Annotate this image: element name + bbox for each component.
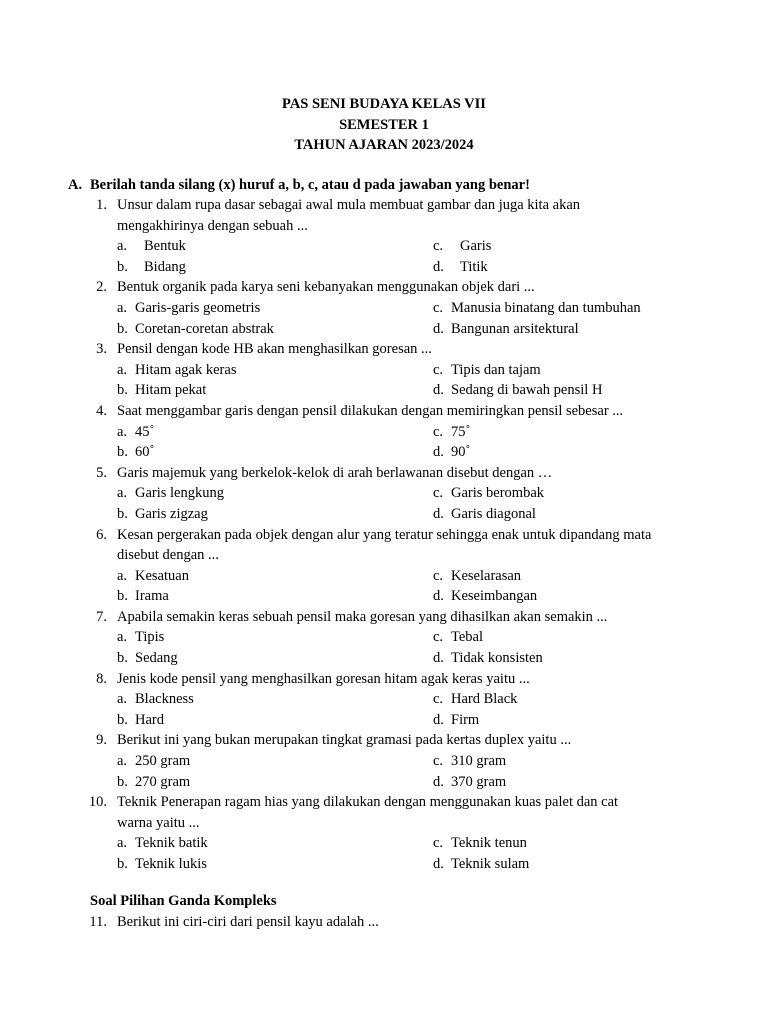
answer-option xyxy=(433,627,483,648)
section-instruction-text: Berilah tanda silang (x) huruf a, b, c, atau d pada jawaban yang benar! xyxy=(90,177,530,193)
option-text: Bentuk xyxy=(144,238,186,255)
option-text: Irama xyxy=(135,588,169,605)
question-text: mengakhirinya dengan sebuah ... xyxy=(117,217,308,234)
question-text: Garis majemuk yang berkelok-kelok di arah berlawanan disebut dengan … xyxy=(117,464,553,481)
answer-option xyxy=(117,833,208,854)
question-number: 4. xyxy=(96,402,107,419)
option-letter: c. xyxy=(433,629,444,646)
option-text: Garis berombak xyxy=(451,485,545,502)
question-text: Unsur dalam rupa dasar sebagai awal mula membuat gambar dan juga kita akan xyxy=(117,197,581,213)
option-letter: a. xyxy=(117,691,128,708)
option-text: Titik xyxy=(460,258,488,275)
answer-option xyxy=(433,360,541,381)
option-text: Garis diagonal xyxy=(451,505,536,522)
question-number: 1. xyxy=(96,197,107,213)
answer-option xyxy=(117,298,260,319)
option-letter: c. xyxy=(433,361,444,378)
option-text: Bangunan arsitektural xyxy=(451,320,579,337)
option-text: Hard Black xyxy=(451,691,518,708)
option-text: 45˚ xyxy=(135,423,155,440)
answer-option xyxy=(433,298,641,319)
answer-option xyxy=(433,689,517,710)
answer-option xyxy=(433,586,537,607)
option-text: Bidang xyxy=(144,258,186,275)
answer-option xyxy=(117,627,164,648)
answer-option xyxy=(117,504,208,525)
option-letter: c. xyxy=(433,691,444,708)
option-letter: d. xyxy=(433,258,444,275)
option-letter: b. xyxy=(117,505,128,522)
question-text: Bentuk organik pada karya seni kebanyakan menggunakan objek dari ... xyxy=(117,279,535,296)
question-number: 11. xyxy=(89,914,107,930)
answer-option xyxy=(117,257,186,278)
option-letter: b. xyxy=(117,856,128,872)
answer-option xyxy=(117,319,274,340)
answer-option xyxy=(117,236,186,257)
question-number: 10. xyxy=(88,794,107,811)
header-semester: SEMESTER 1 xyxy=(339,116,429,133)
answer-option xyxy=(117,566,189,587)
option-text: Garis lengkung xyxy=(135,485,224,502)
question-item xyxy=(0,792,768,874)
option-letter: a. xyxy=(117,629,128,646)
option-text: 250 gram xyxy=(135,753,191,770)
option-letter: c. xyxy=(433,485,444,502)
option-letter: d. xyxy=(433,856,444,872)
option-text: Keseimbangan xyxy=(451,588,538,605)
answer-option xyxy=(433,751,506,772)
option-letter: d. xyxy=(433,382,444,399)
question-text: Berikut ini ciri-ciri dari pensil kayu adalah ... xyxy=(117,914,379,930)
option-letter: c. xyxy=(433,238,444,255)
option-letter: a. xyxy=(117,299,128,316)
option-text: 270 gram xyxy=(135,773,191,790)
header-academic-year: TAHUN AJARAN 2023/2024 xyxy=(294,137,474,153)
option-letter: c. xyxy=(433,423,444,440)
option-letter: d. xyxy=(433,320,444,337)
question-11 xyxy=(0,912,768,933)
question-item xyxy=(0,730,768,792)
question-item xyxy=(0,463,768,525)
answer-option xyxy=(117,586,169,607)
answer-option xyxy=(433,710,479,731)
question-text: Pensil dengan kode HB akan menghasilkan goresan ... xyxy=(117,341,432,358)
question-text: disebut dengan ... xyxy=(117,547,219,564)
answer-option xyxy=(433,854,529,875)
option-letter: a. xyxy=(117,835,128,852)
question-text: Saat menggambar garis dengan pensil dilakukan dengan memiringkan pensil sebesar ... xyxy=(117,402,624,419)
option-letter: b. xyxy=(117,444,128,461)
option-letter: b. xyxy=(117,588,128,605)
answer-option xyxy=(433,422,470,443)
option-text: Teknik batik xyxy=(135,835,208,852)
option-text: Kesatuan xyxy=(135,567,189,584)
option-letter: d. xyxy=(433,711,444,728)
option-letter: a. xyxy=(117,753,128,770)
question-number: 7. xyxy=(96,608,107,625)
option-text: 60˚ xyxy=(135,444,155,461)
option-letter: a. xyxy=(117,567,128,584)
question-item xyxy=(0,339,768,401)
option-text: Hitam pekat xyxy=(135,382,207,399)
question-text: Teknik Penerapan ragam hias yang dilakukan dengan menggunakan kuas palet dan cat xyxy=(117,794,619,811)
option-letter: c. xyxy=(433,299,444,316)
section-complex-title: Soal Pilihan Ganda Kompleks xyxy=(90,893,277,909)
option-letter: d. xyxy=(433,505,444,522)
option-text: 310 gram xyxy=(451,753,507,770)
option-text: Garis-garis geometris xyxy=(135,299,261,316)
answer-option xyxy=(433,236,491,257)
option-letter: b. xyxy=(117,258,128,275)
option-text: Hitam agak keras xyxy=(135,361,237,378)
option-letter: b. xyxy=(117,650,128,667)
answer-option xyxy=(433,380,602,401)
answer-option xyxy=(433,319,579,340)
answer-option xyxy=(117,483,224,504)
question-list xyxy=(0,195,768,875)
answer-option xyxy=(117,360,236,381)
option-letter: c. xyxy=(433,835,444,852)
option-text: Tebal xyxy=(451,629,483,646)
question-text: warna yaitu ... xyxy=(117,814,200,831)
answer-option xyxy=(433,483,544,504)
question-item xyxy=(0,669,768,731)
question-number: 6. xyxy=(96,526,107,543)
answer-option xyxy=(433,257,488,278)
option-letter: a. xyxy=(117,485,128,502)
question-text: Kesan pergerakan pada objek dengan alur yang teratur sehingga enak untuk dipandang mata xyxy=(117,526,652,543)
option-letter: b. xyxy=(117,320,128,337)
option-text: 75˚ xyxy=(451,423,471,440)
option-text: Blackness xyxy=(135,691,194,708)
answer-option xyxy=(117,710,164,731)
question-item xyxy=(0,277,768,339)
option-text: Tipis xyxy=(135,629,165,646)
answer-option xyxy=(117,380,206,401)
option-text: Sedang xyxy=(135,650,178,667)
question-number: 5. xyxy=(96,464,107,481)
section-letter: A. xyxy=(68,177,83,193)
answer-option xyxy=(117,772,190,793)
answer-option xyxy=(433,566,521,587)
option-text: Keselarasan xyxy=(451,567,522,584)
option-text: Garis zigzag xyxy=(135,505,208,522)
option-letter: a. xyxy=(117,361,128,378)
option-letter: d. xyxy=(433,444,444,461)
header-title: PAS SENI BUDAYA KELAS VII xyxy=(282,96,486,112)
question-number: 9. xyxy=(96,732,107,749)
answer-option xyxy=(117,854,207,875)
option-text: Manusia binatang dan tumbuhan xyxy=(451,299,641,316)
answer-option xyxy=(117,648,178,669)
question-item xyxy=(0,401,768,463)
option-letter: d. xyxy=(433,773,444,790)
option-letter: a. xyxy=(117,238,128,255)
option-text: Garis xyxy=(460,238,492,255)
option-text: Hard xyxy=(135,711,164,728)
question-text: Berikut ini yang bukan merupakan tingkat gramasi pada kertas duplex yaitu ... xyxy=(117,732,572,749)
option-letter: b. xyxy=(117,773,128,790)
option-letter: d. xyxy=(433,650,444,667)
option-letter: c. xyxy=(433,567,444,584)
question-item xyxy=(0,195,768,277)
question-item xyxy=(0,525,768,607)
option-text: Teknik tenun xyxy=(451,835,527,852)
option-letter: c. xyxy=(433,753,444,770)
question-number: 8. xyxy=(96,670,107,687)
option-text: Tidak konsisten xyxy=(451,650,543,667)
question-item xyxy=(0,607,768,669)
option-text: 370 gram xyxy=(451,773,507,790)
option-letter: b. xyxy=(117,711,128,728)
answer-option xyxy=(117,422,154,443)
option-letter: b. xyxy=(117,382,128,399)
option-text: Sedang di bawah pensil H xyxy=(451,382,603,399)
answer-option xyxy=(117,689,194,710)
section-a-instruction xyxy=(68,175,530,195)
question-number: 2. xyxy=(96,279,107,296)
option-text: Firm xyxy=(451,711,480,728)
document-header xyxy=(0,94,768,156)
answer-option xyxy=(433,442,470,463)
answer-option xyxy=(433,504,536,525)
answer-option xyxy=(117,751,190,772)
question-text: Apabila semakin keras sebuah pensil maka goresan yang dihasilkan akan semakin ... xyxy=(117,608,608,625)
option-letter: a. xyxy=(117,423,128,440)
answer-option xyxy=(117,442,154,463)
option-text: 90˚ xyxy=(451,444,471,461)
answer-option xyxy=(433,772,506,793)
option-text: Teknik sulam xyxy=(451,856,530,872)
question-number: 3. xyxy=(96,341,107,358)
option-letter: d. xyxy=(433,588,444,605)
option-text: Tipis dan tajam xyxy=(451,361,541,378)
answer-option xyxy=(433,833,527,854)
answer-option xyxy=(433,648,543,669)
option-text: Coretan-coretan abstrak xyxy=(135,320,274,337)
option-text: Teknik lukis xyxy=(135,856,207,872)
question-text: Jenis kode pensil yang menghasilkan goresan hitam agak keras yaitu ... xyxy=(117,670,530,687)
